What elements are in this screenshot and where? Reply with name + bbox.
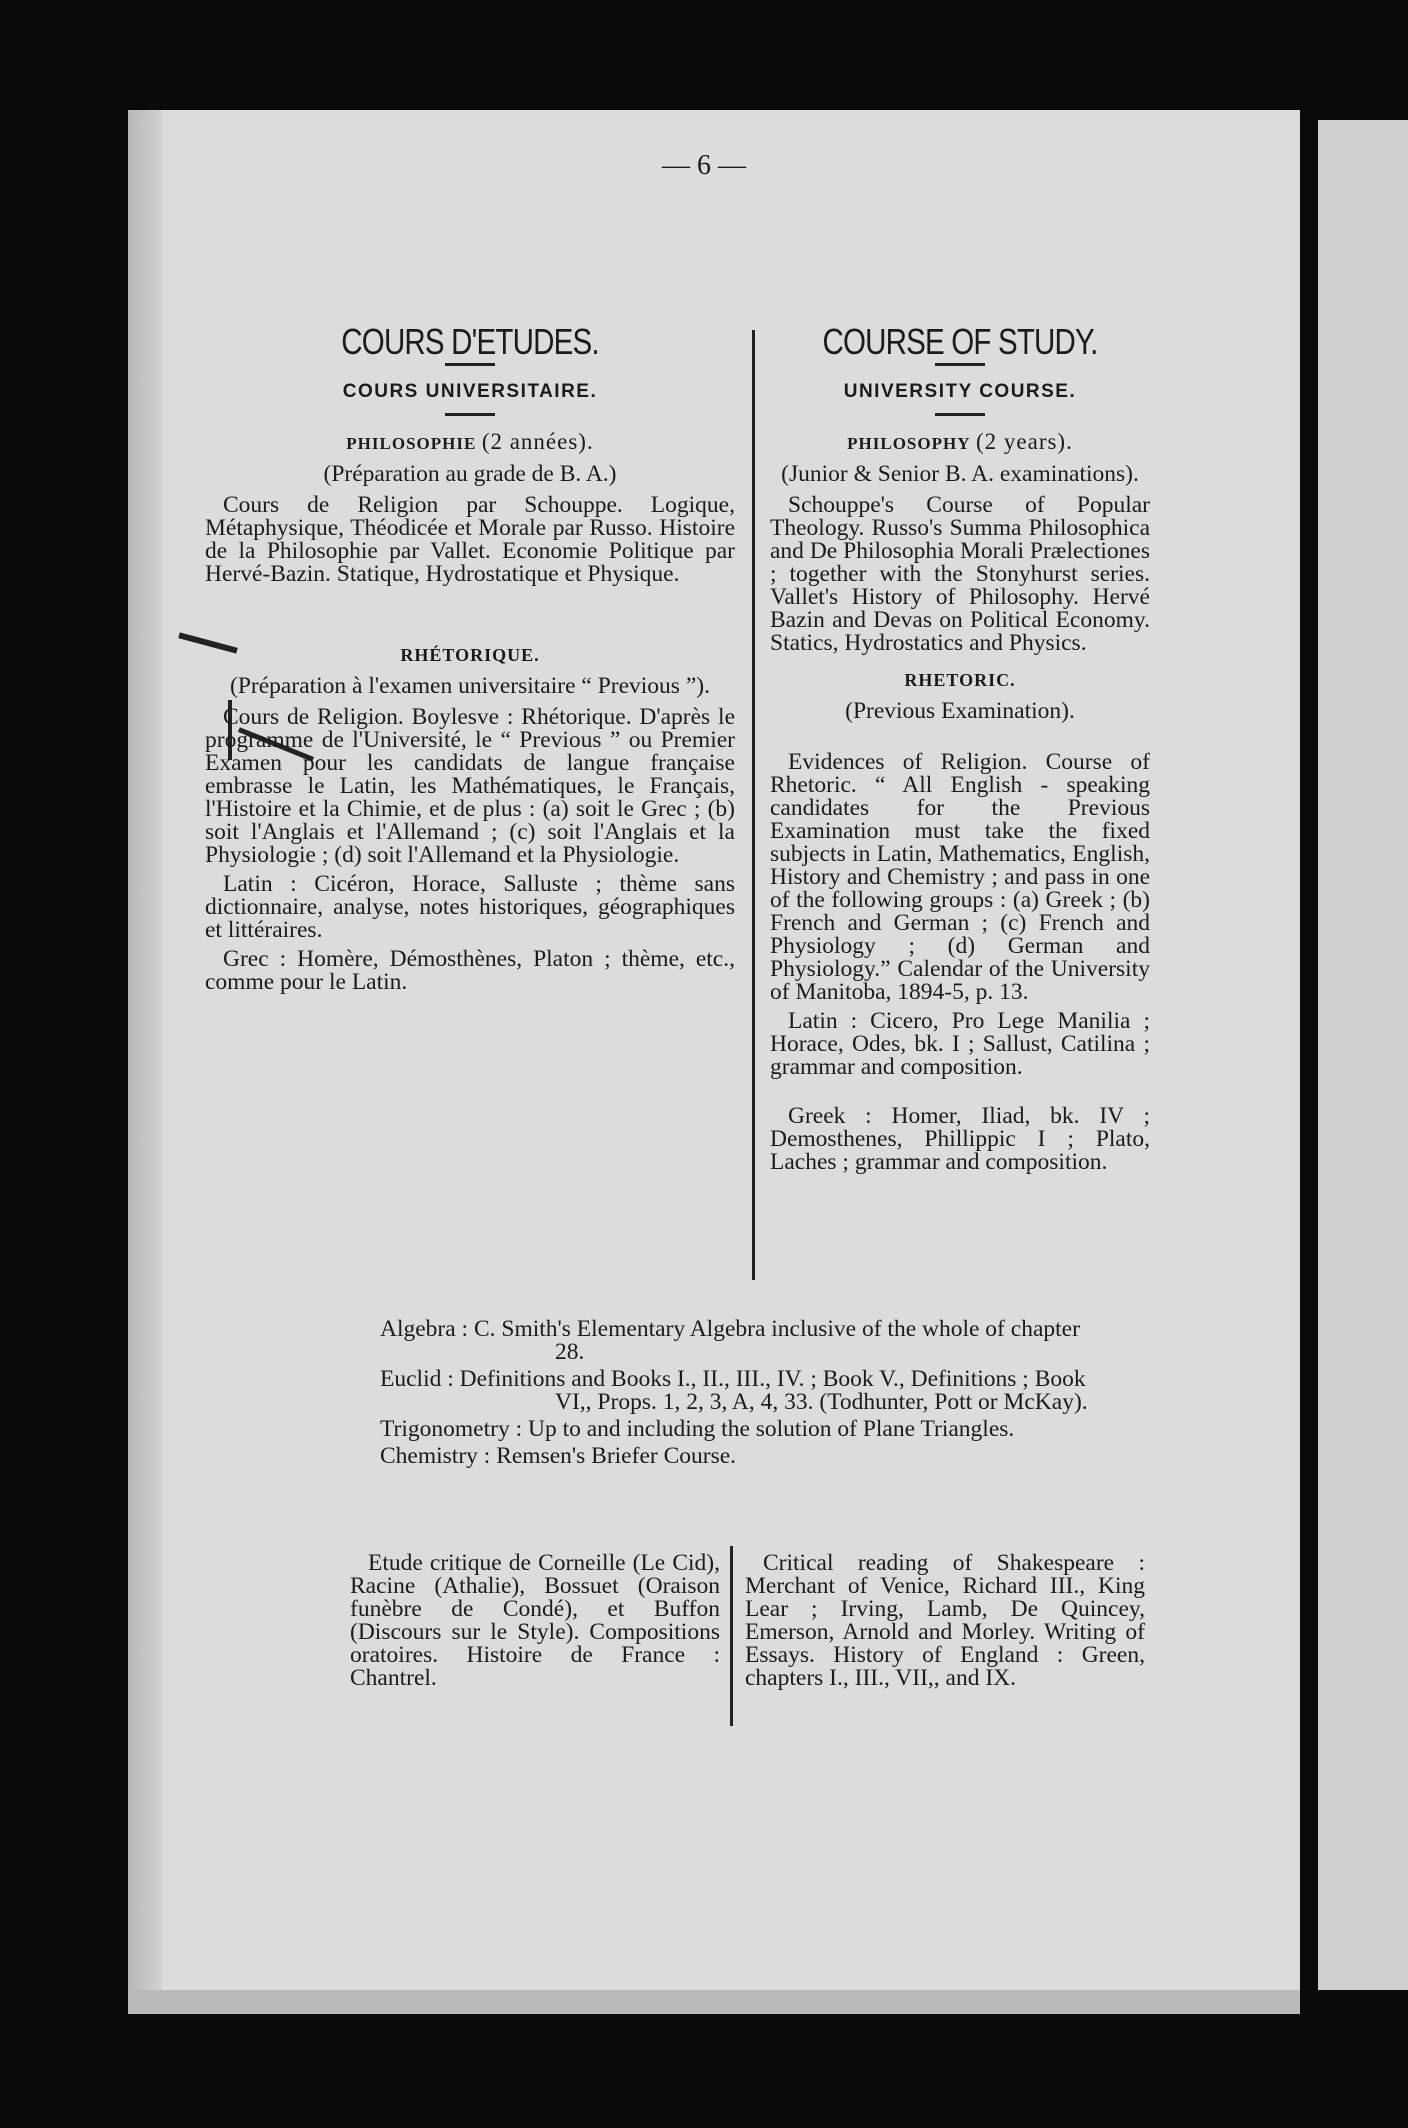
page-bottom-edge [128,1990,1300,2014]
philosophy-body: Schouppe's Course of Popular Theology. Russo's Summa Philosophica and De Philosophia Morali Prælectiones ; together with the Stonyhurst series. Vallet's History of Philosophy. Hervé Bazin and Devas on Political Economy. Statics, Hydrostatics and Physics. [770,492,1150,656]
philosophy-heading [770,430,1150,455]
page-gutter [1300,120,1314,1980]
trigonometry-entry: Trigonometry : Up to and including the solution of Plane Triangles. [380,1416,1015,1442]
rhetoric-heading: RHETORIC. [904,670,1016,690]
subtitle-rule [445,413,495,416]
heading-text: PHILOSOPHIE [346,434,477,453]
french-bottom-text: Etude critique de Corneille (Le Cid), Racine (Athalie), Bossuet (Oraison funèbre de Condé), et Buffon (Discours sur le Style). Compositions oratoires. Histoire de France : Chantrel. [350,1550,720,1691]
french-title: COURS D'ETUDES. [341,321,599,362]
english-bottom [745,1546,1145,1696]
grec-fr: Grec : Homère, Démosthènes, Platon ; thème, etc., comme pour le Latin. [205,946,735,995]
english-title: COURSE OF STUDY. [822,321,1098,362]
adjacent-page-edge [1318,120,1408,1990]
euclid-entry: Euclid : Definitions and Books I., II., III., IV. ; Book V., Definitions ; Book VI,, Props. 1, 2, 3, A, 4, 33. (Todhunter, Pott or McKay). [380,1366,1088,1415]
title-rule [445,363,495,366]
french-column [205,321,735,1000]
latin-fr: Latin : Cicéron, Horace, Salluste ; thème sans dictionnaire, analyse, notes historiques, géographiques et littéraires. [205,871,735,943]
rhetoric-body: Evidences of Religion. Course of Rhetoric. “ All English - speaking candidates for the Previous Examination must take the fixed subjects in Latin, Mathematics, English, History and Chemistry ; and pass in one of the following groups : (a) Greek ; (b) French and German ; (c) French and Physiology ; (d) German and Physiology.” Calendar of the University of Manitoba, 1894-5, p. 13. [770,749,1150,1005]
column-divider-bottom [730,1546,733,1726]
philosophie-prep: (Préparation au grade de B. A.) [323,461,617,487]
page-number: — 6 — [662,150,746,181]
rhetorique-body: Cours de Religion. Boylesve : Rhétorique. D'après le programme de l'Université, le “ Previous ” ou Premier Examen pour les candidats de langue française embrasse le Latin, les Mathématiques, le Français, l'Histoire et la Chimie, et de plus : (a) soit le Grec ; (b) soit l'Anglais et l'Allemand ; (c) soit l'Anglais et la Physiologie ; (d) soit l'Allemand et la Physiologie. [205,704,735,868]
rhetoric-prep: (Previous Examination). [845,698,1075,724]
french-subtitle: COURS UNIVERSITAIRE. [342,381,598,402]
french-bottom [350,1546,720,1696]
heading-text: PHILOSOPHY [847,434,971,453]
philosophie-heading [205,430,735,455]
page-binding-edge [128,110,162,1990]
subtitle-rule [935,413,985,416]
greek-en: Greek : Homer, Iliad, bk. IV ; Demosthenes, Phillippic I ; Plato, Laches ; grammar and composition. [770,1103,1150,1175]
chemistry-entry: Chemistry : Remsen's Briefer Course. [380,1443,737,1469]
english-column [770,321,1150,1180]
english-subtitle: UNIVERSITY COURSE. [843,381,1077,402]
latin-en: Latin : Cicero, Pro Lege Manilia ; Horace, Odes, bk. I ; Sallust, Catilina ; grammar and composition. [770,1008,1150,1080]
heading-suffix: (2 years). [976,429,1073,454]
heading-suffix: (2 années). [481,429,594,454]
english-bottom-text: Critical reading of Shakespeare : Merchant of Venice, Richard III., King Lear ; Irving, Lamb, De Quincey, Emerson, Arnold and Morley. Writing of Essays. History of England : Green, chapters I., III., VII,, and IX. [745,1550,1145,1691]
philosophie-body: Cours de Religion par Schouppe. Logique, Métaphysique, Théodicée et Morale par Russo. Histoire de la Philosophie par Vallet. Economie Politique par Hervé-Bazin. Statique, Hydrostatique et Physique. [205,492,735,587]
algebra-entry: Algebra : C. Smith's Elementary Algebra inclusive of the whole of chapter 28. [380,1316,1080,1365]
title-rule [935,363,985,366]
rhetorique-heading: RHÉTORIQUE. [400,645,540,665]
shared-subjects [380,1318,1100,1472]
column-divider [752,330,755,1280]
philosophy-prep: (Junior & Senior B. A. examinations). [781,461,1139,487]
rhetorique-prep: (Préparation à l'examen universitaire “ Previous ”). [230,673,710,699]
